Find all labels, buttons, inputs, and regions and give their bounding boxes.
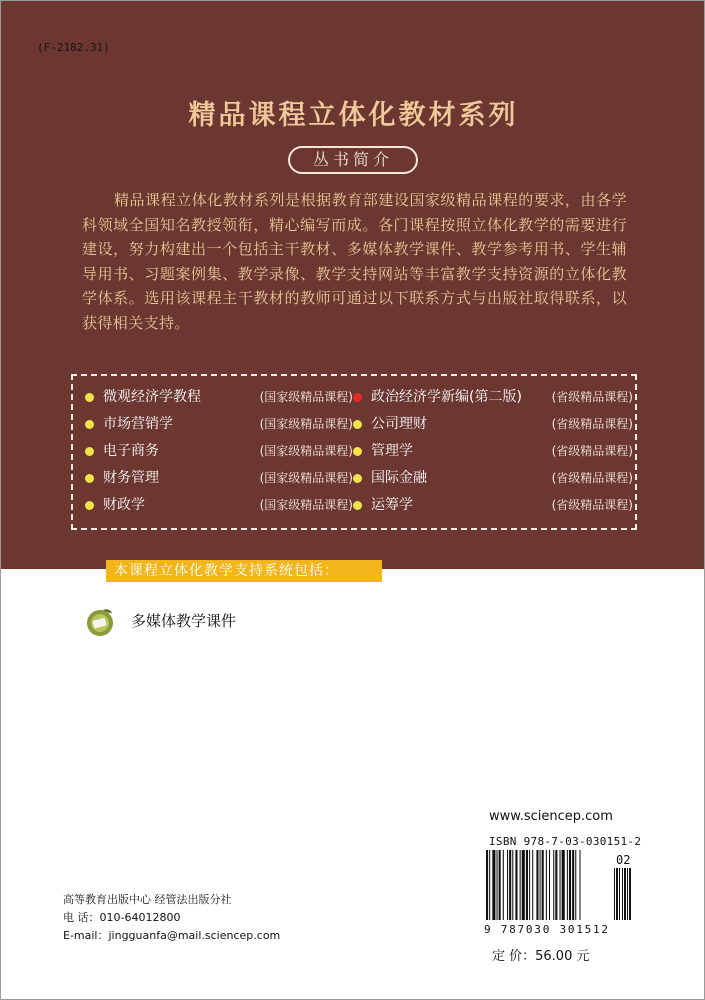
bullet-icon bbox=[353, 501, 362, 510]
course-level: (省级精品课程) bbox=[551, 390, 633, 404]
catalog-code: (F-2182.31) bbox=[37, 41, 110, 54]
course-column-right bbox=[351, 384, 633, 519]
series-intro-text: 精品课程立体化教材系列是根据教育部建设国家级精品课程的要求，由各学科领域全国知名教授领衔，精心编写而成。各门课程按照立体化教学的需要进行建设，努力构建出一个包括主干教材、多媒体教学课件、教学参考用书、学生辅导用书、习题案例集、教学录像、教学支持网站等丰富教学支持资源的立体化教学体系。选用该课程主干教材的教师可通过以下联系方式与出版社取得联系，以获得相关支持。 bbox=[82, 191, 627, 332]
course-name: 公司理财 bbox=[371, 416, 427, 432]
course-level: (省级精品课程) bbox=[551, 417, 633, 431]
isbn-barcode bbox=[478, 850, 636, 936]
top-panel bbox=[1, 1, 704, 569]
course-name: 国际金融 bbox=[371, 470, 427, 486]
course-level: (省级精品课程) bbox=[551, 498, 633, 512]
support-system-heading: 本课程立体化教学支持系统包括： bbox=[106, 560, 382, 582]
course-name: 运筹学 bbox=[371, 497, 413, 513]
course-item bbox=[83, 411, 353, 438]
course-item bbox=[83, 438, 353, 465]
bullet-icon bbox=[85, 420, 94, 429]
highlight-bullet-icon bbox=[353, 393, 362, 402]
course-item bbox=[83, 384, 353, 411]
bullet-icon bbox=[353, 420, 362, 429]
course-level: (国家级精品课程) bbox=[259, 417, 353, 431]
course-item bbox=[83, 492, 353, 519]
bullet-icon bbox=[85, 393, 94, 402]
publisher-contact bbox=[63, 891, 280, 945]
barcode-addon: 02 bbox=[616, 853, 631, 867]
bullet-icon bbox=[85, 474, 94, 483]
barcode-bars bbox=[486, 850, 631, 920]
isbn-number: ISBN 978-7-03-030151-2 bbox=[489, 835, 642, 848]
course-name: 电子商务 bbox=[103, 443, 159, 459]
course-column-left bbox=[83, 384, 353, 519]
bullet-icon bbox=[85, 501, 94, 510]
course-item bbox=[351, 438, 633, 465]
course-item bbox=[351, 411, 633, 438]
bullet-icon bbox=[85, 447, 94, 456]
course-name: 微观经济学教程 bbox=[103, 389, 201, 405]
publisher-email: E-mail：jingguanfa@mail.sciencep.com bbox=[63, 929, 281, 942]
course-level: (省级精品课程) bbox=[551, 444, 633, 458]
course-level: (国家级精品课程) bbox=[259, 444, 353, 458]
book-price: 定 价：56.00 元 bbox=[492, 949, 590, 964]
course-level: (省级精品课程) bbox=[551, 471, 633, 485]
multimedia-courseware-label: 多媒体教学课件 bbox=[131, 612, 237, 630]
course-name: 市场营销学 bbox=[103, 416, 173, 432]
bullet-icon bbox=[353, 474, 362, 483]
course-name: 政治经济学新编(第二版) bbox=[371, 389, 522, 405]
course-name: 财务管理 bbox=[103, 470, 159, 486]
course-level: (国家级精品课程) bbox=[259, 390, 353, 404]
disc-icon bbox=[85, 607, 115, 637]
bullet-icon bbox=[353, 447, 362, 456]
series-title: 精品课程立体化教材系列 bbox=[188, 100, 519, 131]
course-item bbox=[351, 492, 633, 519]
course-item bbox=[83, 465, 353, 492]
course-level: (国家级精品课程) bbox=[259, 471, 353, 485]
course-item bbox=[351, 384, 633, 411]
publisher-website: www.sciencep.com bbox=[489, 809, 613, 824]
course-item bbox=[351, 465, 633, 492]
course-name: 管理学 bbox=[371, 443, 413, 459]
publisher-phone: 电 话：010-64012800 bbox=[63, 911, 181, 924]
barcode-digits: 9 787030 301512 bbox=[484, 923, 608, 936]
publisher-center: 高等教育出版中心 经管法出版分社 bbox=[63, 893, 232, 906]
course-name: 财政学 bbox=[103, 497, 145, 513]
course-level: (国家级精品课程) bbox=[259, 498, 353, 512]
course-list-box bbox=[71, 374, 637, 530]
series-intro-badge: 丛书简介 bbox=[288, 146, 418, 174]
